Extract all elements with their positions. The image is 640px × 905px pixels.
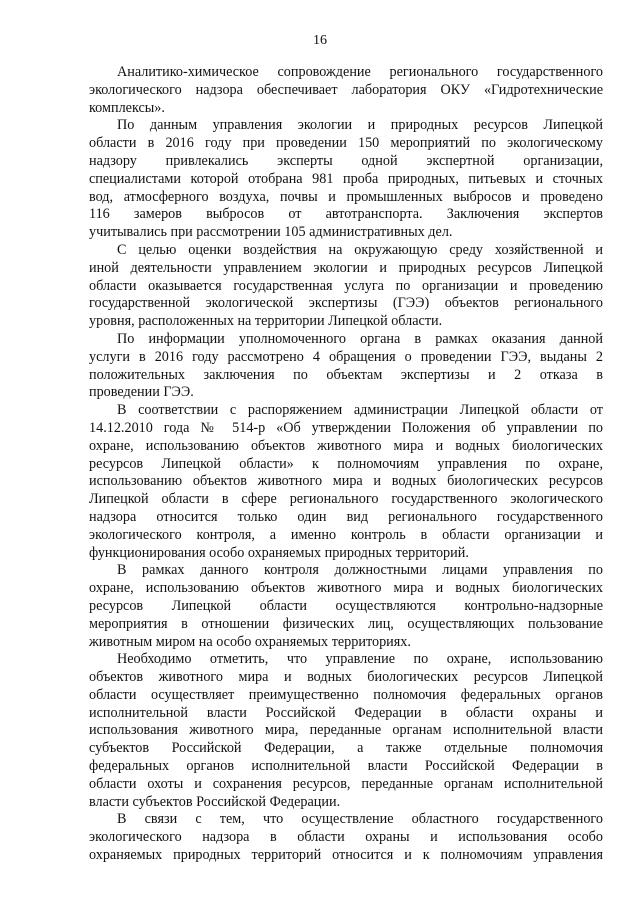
text-line: С целью оценки воздействия на окружающую среду хозяйственной и xyxy=(117,241,603,258)
text-line: положительных заключения по объектам экспертизы и 2 отказа в xyxy=(89,366,603,383)
text-line: В соответствии с распоряжением администрации Липецкой области от xyxy=(117,402,603,419)
text-line: объектов животного мира и водных биологических ресурсов Липецкой xyxy=(89,669,603,686)
text-line: надзору привлекались эксперты одной экспертной организации, xyxy=(89,152,603,169)
text-line: 116 замеров выбросов от автотранспорта. Заключения экспертов xyxy=(89,206,603,223)
text-line: охраняемых природных территорий относится и к полномочиям управления xyxy=(89,847,603,864)
text-line: проведении ГЭЭ. xyxy=(89,384,194,401)
paragraph-control-measures xyxy=(89,562,603,651)
text-line: федеральных органов исполнительной власти Российской Федерации в xyxy=(89,758,603,775)
paragraph-lab-support xyxy=(89,64,603,117)
text-line: государственной экологической экспертизы (ГЭЭ) объектов регионального xyxy=(89,295,603,312)
text-line: субъектов Российской Федерации, а также отдельные полномочия xyxy=(89,740,603,757)
text-line: экологического контроля, а именно контроль в области организации и xyxy=(89,526,603,543)
text-line: области в 2016 году при проведении 150 мероприятий по экологическому xyxy=(89,135,603,152)
paragraph-state-expertise xyxy=(89,242,603,331)
text-line: охране, использованию объектов животного мира и водных биологических xyxy=(89,580,603,597)
text-line: животным миром на особо охраняемых территориях. xyxy=(89,633,411,650)
page-number: 16 xyxy=(313,33,327,48)
text-line: власти субъектов Российской Федерации. xyxy=(89,793,341,810)
text-line: учитывались при рассмотрении 105 административных дел. xyxy=(89,224,453,241)
page-body xyxy=(89,64,603,865)
text-line: уровня, расположенных на территории Липецкой области. xyxy=(89,313,443,330)
text-line: комплексы». xyxy=(89,99,165,116)
text-line: использования животного мира, переданные органам исполнительной власти xyxy=(89,722,603,739)
text-line: В рамках данного контроля должностными лицами управления по xyxy=(117,562,603,579)
text-line: иной деятельности управлением экологии и природных ресурсов Липецкой xyxy=(89,259,603,276)
text-line: По данным управления экологии и природных ресурсов Липецкой xyxy=(117,117,603,134)
text-line: области охоты и сохранения ресурсов, переданные органам исполнительной xyxy=(89,775,603,792)
text-line: ресурсов Липецкой области» к полномочиям управления по охране, xyxy=(89,455,603,472)
text-line: Аналитико-химическое сопровождение регионального государственного xyxy=(117,64,603,80)
paragraph-federal-powers xyxy=(89,651,603,811)
text-line: 14.12.2010 года № 514-р «Об утверждении Положения об управлении по xyxy=(89,419,603,436)
text-line: Необходимо отметить, что управление по охране, использованию xyxy=(117,651,603,668)
text-line: экологического надзора в области охраны и использования особо xyxy=(89,829,603,846)
text-line: исполнительной власти Российской Федерации в области охраны и xyxy=(89,704,603,721)
text-line: использованию объектов животного мира и водных биологических ресурсов xyxy=(89,473,603,490)
text-line: В связи с тем, что осуществление областного государственного xyxy=(117,811,603,828)
paragraph-expertise-requests xyxy=(89,331,603,402)
text-line: охране, использованию объектов животного мира и водных биологических xyxy=(89,437,603,454)
text-line: области осуществляет преимущественно полномочия федеральных органов xyxy=(89,686,603,703)
text-line: ресурсов Липецкой области осуществляются контрольно-надзорные xyxy=(89,597,603,614)
text-line: надзора относится только один вид регионального государственного xyxy=(89,508,603,525)
paragraph-regulation-reference xyxy=(89,402,603,562)
paragraph-expert-involvement xyxy=(89,117,603,242)
text-line: вод, атмосферного воздуха, почвы и промышленных выбросов и проведено xyxy=(89,188,603,205)
text-line: Липецкой области в сфере регионального государственного экологического xyxy=(89,491,603,508)
text-line: услуги в 2016 году рассмотрено 4 обращения о проведении ГЭЭ, выданы 2 xyxy=(89,348,603,365)
text-line: функционирования особо охраняемых природных территорий. xyxy=(89,544,469,561)
text-line: По информации уполномоченного органа в рамках оказания данной xyxy=(117,330,603,347)
text-line: области оказывается государственная услуга по организации и проведению xyxy=(89,277,603,294)
text-line: специалистами которой отобрана 981 проба природных, питьевых и сточных xyxy=(89,170,603,187)
text-line: экологического надзора обеспечивает лаборатория ОКУ «Гидротехнические xyxy=(89,81,603,98)
paragraph-regional-supervision xyxy=(89,811,603,864)
text-line: мероприятия в отношении физических лиц, осуществляющих пользование xyxy=(89,615,603,632)
